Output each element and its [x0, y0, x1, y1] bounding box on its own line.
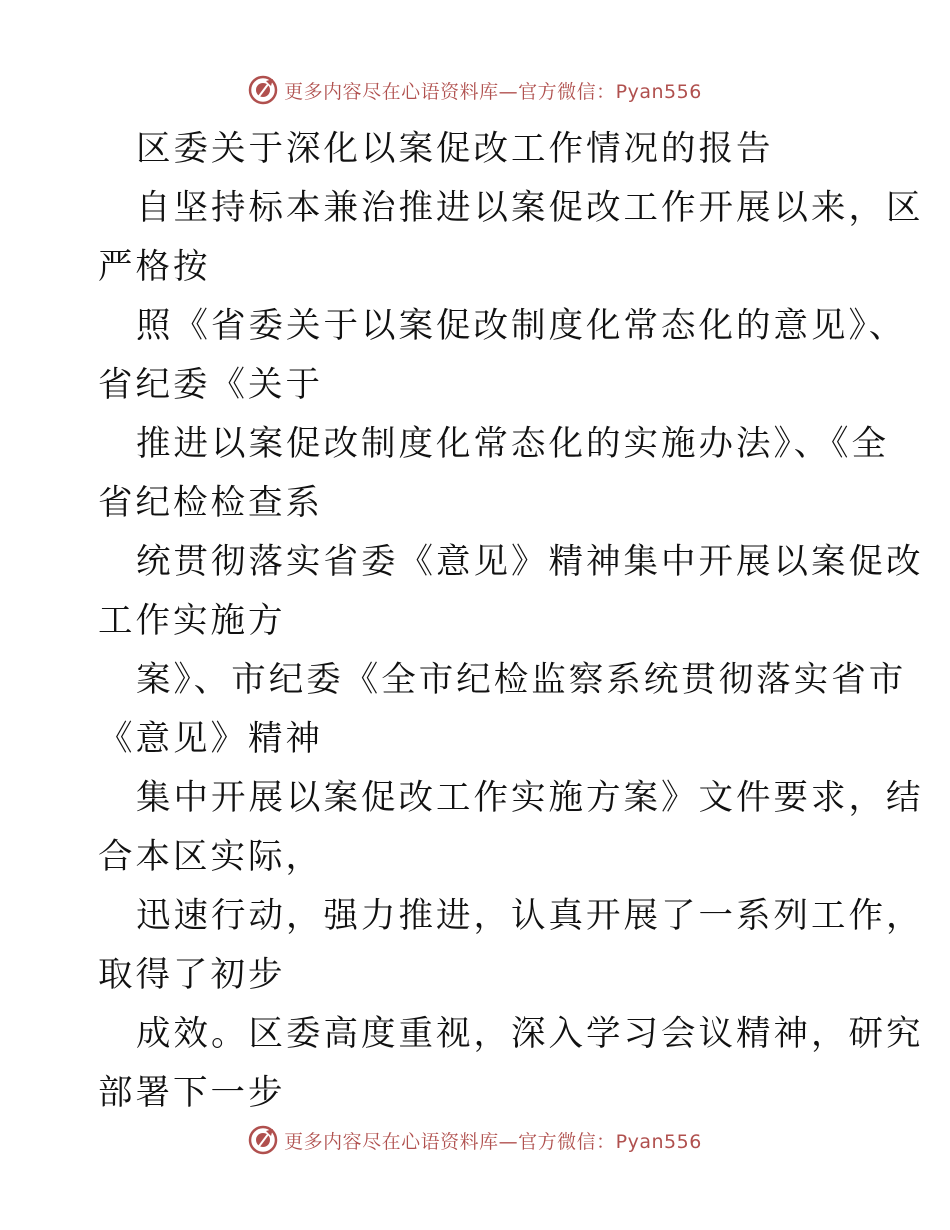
paragraph-line: 部署下一步 [98, 1073, 286, 1113]
pen-seal-logo-icon [248, 75, 278, 105]
paragraph-line: 自坚持标本兼治推进以案促改工作开展以来，区 [136, 188, 924, 228]
footer-watermark [0, 1122, 950, 1158]
paragraph-line: 省纪委《关于 [98, 365, 323, 405]
paragraph-line: 严格按 [98, 247, 211, 287]
paragraph-line: 成效。区委高度重视，深入学习会议精神，研究 [136, 1014, 924, 1054]
paragraph-line: 集中开展以案促改工作实施方案》文件要求，结 [136, 778, 924, 818]
paragraph-line: 省纪检检查系 [98, 483, 323, 523]
paragraph-line: 统贯彻落实省委《意见》精神集中开展以案促改 [136, 542, 924, 582]
paragraph-line: 推进以案促改制度化常态化的实施办法》、《全 [136, 424, 889, 464]
paragraph-line: 合本区实际， [98, 837, 323, 877]
document-body [98, 120, 924, 1123]
pen-seal-logo-icon [248, 1125, 278, 1155]
header-watermark [0, 72, 950, 108]
paragraph-line: 《意见》精神 [98, 719, 323, 759]
paragraph-line: 案》、市纪委《全市纪检监察系统贯彻落实省市 [136, 660, 907, 700]
watermark-text: 更多内容尽在心语资料库—官方微信：Pyan556 [284, 1130, 702, 1153]
paragraph-line: 迅速行动，强力推进，认真开展了一系列工作， [136, 896, 924, 936]
paragraph-line: 工作实施方 [98, 601, 286, 641]
watermark-text: 更多内容尽在心语资料库—官方微信：Pyan556 [284, 80, 702, 103]
paragraph-line: 取得了初步 [98, 955, 286, 995]
paragraph-line: 照《省委关于以案促改制度化常态化的意见》、 [136, 306, 907, 346]
document-title: 区委关于深化以案促改工作情况的报告 [136, 129, 774, 169]
